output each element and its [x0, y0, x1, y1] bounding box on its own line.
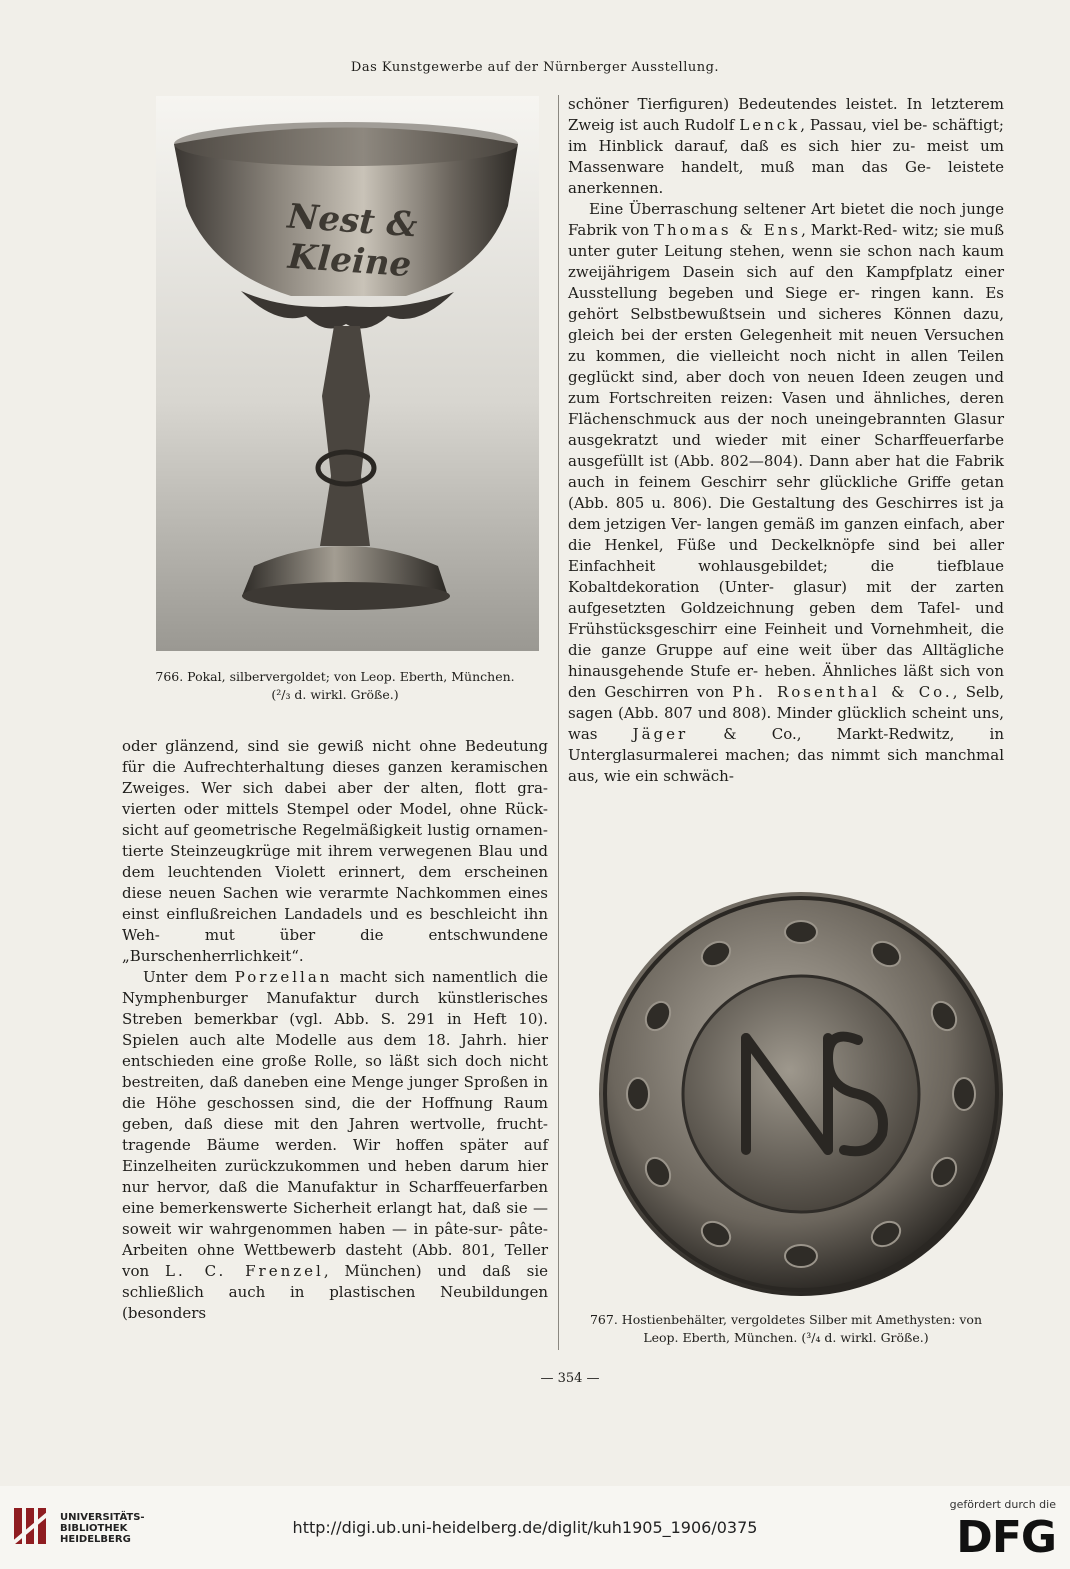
right-text-column [568, 94, 1004, 787]
spaced-name-lenck: Lenck [739, 116, 801, 134]
figure-767-caption [568, 1311, 1004, 1347]
library-name-line: UNIVERSITÄTS- [60, 1512, 145, 1523]
text-run: macht sich namentlich die Nymphenburger Manufaktur durch künstlerisches Streben bemerkbar (vgl. Abb. S. 291 in Heft 10). Spielen auch alte Modelle aus dem 18. Jahrh. hier entschieden eine große Rolle, so läßt sich doch nicht bestreiten, daß daneben eine Menge junger Sproßen in die Höhe geschossen sind, die der Hoffnung Raum geben, daß diese mit den Jahren wertvolle, frucht- tragende Bäume werden. Wir hoffen später auf Einzelheiten zurückzukommen und heben darum hier nur hervor, daß die Manufaktur in Scharffeuerfarben eine bemerkenswerte Sicherheit erlangt hat, daß sie — soweit wir wahrgenommen haben — in pâte-sur- pâte-Arbeiten ohne Wettbewerb dasteht (Abb. 801, Teller von [122, 968, 548, 1280]
page-number: — 354 — [540, 1371, 600, 1386]
text-run: , Markt-Red- witz; sie muß unter guter Leitung stehen, wenn sie schon nach kaum zweijährigem Dasein sich auf den Kampfplatz einer Ausstellung begeben und Siege er- ringen kann. Es gehört Selbstbewußtsein und sicheres Können dazu, gleich bei der ersten Gelegenheit mit neuen Versuchen zu kommen, die vielleicht noch nicht in allen Teilen geglückt sind, aber doch von neuen Ideen zeugen und zum Fortschreiten reizen: Vasen und ähnliches, deren Flächenschmuck aus der noch uneingebrannten Glasur ausgekratzt und wieder mit einer Scharffeuerfarbe ausgefüllt ist (Abb. 802—804). Dann aber hat die Fabrik auch in feinem Geschirr sehr glückliche Griffe getan (Abb. 805 u. 806). Die Gestaltung des Geschirres ist ja dem jetzigen Ver- langen gemäß im ganzen einfach, aber die Henkel, Füße und Deckelknöpfe sind bei aller Einfachheit wohlausgebildet; die tiefblaue Kobaltdekoration (Unter- glasur) mit der zarten aufgesetzten Goldzeichnung geben dem Tafel- und Frühstücksgeschirr eine Feinheit und Vornehmheit, die die ganze Gruppe auf eine weit über das Alltägliche hinausgehende Stufe er- heben. Ähnliches läßt sich von den Geschirren von [568, 221, 1004, 701]
column-rule [558, 95, 559, 1350]
paragraph [122, 967, 548, 1324]
library-name-line: BIBLIOTHEK [60, 1523, 128, 1534]
left-text-column [122, 736, 548, 1324]
caption-line: 767. Hostienbehälter, vergoldetes Silber mit Amethysten: von [589, 1312, 983, 1327]
spaced-name-rosenthal: Ph. Rosenthal & Co. [732, 683, 953, 701]
spaced-name-jaeger: Jäger [632, 725, 689, 743]
spaced-term-porzellan: Porzellan [234, 968, 333, 986]
caption-line: 766. Pokal, silbervergoldet; von Leop. Eberth, München. [155, 669, 515, 684]
paragraph: oder glänzend, sind sie gewiß nicht ohne Bedeutung für die Aufrechterhaltung dieses ganzen keramischen Zweiges. Wer sich dabei aber der alten, flott gra- vierten oder mittels Stempel oder Model, ohne Rück- sicht auf geometrische Regelmäßigkeit lustig ornamen- tierte Steinzeugkrüge mit ihrem verwegenen Blau und dem leuchtenden Violett erinnert, dem erscheinen diese neuen Sachen wie verarmte Nachkommen eines einst einflußreichen Landadels und es beschleicht ihn Weh- mut über die entschwundene „Burschenherrlichkeit“. [122, 737, 548, 965]
paragraph [568, 199, 1004, 787]
permalink-url[interactable]: http://digi.ub.uni-heidelberg.de/diglit/kuh1905_1906/0375 [292, 1518, 758, 1537]
university-library-logo-icon [12, 1504, 52, 1548]
text-run: , München) und daß sie schließlich auch in plastischen Neubildungen (besonders [122, 1262, 548, 1322]
caption-line: Leop. Eberth, München. (³/₄ d. wirkl. Größe.) [643, 1330, 929, 1345]
text-run: , Passau, viel be- schäftigt; im Hinblick darauf, daß es sich hier zu- meist um Massenware handelt, muß man das Ge- leistete anerkennen. [568, 116, 1004, 197]
funding-note: gefördert durch die [949, 1498, 1056, 1511]
library-name-line: HEIDELBERG [60, 1534, 131, 1545]
text-run: & Co., Markt-Redwitz, in Unterglasurmalerei machen; das nimmt sich manchmal aus, wie ein schwäch- [568, 725, 1004, 785]
goblet-illustration [156, 96, 539, 651]
text-run: , Selb, sagen (Abb. 807 und 808). Minder glücklich scheint uns, was [568, 683, 1005, 743]
running-head: Das Kunstgewerbe auf der Nürnberger Ausstellung. [350, 60, 720, 75]
digitization-footer [0, 1486, 1070, 1569]
spaced-name-frenzel: L. C. Frenzel [165, 1262, 324, 1280]
goblet-inscription: Nest & Kleine [286, 196, 419, 286]
text-run: Eine Überraschung seltener Art bietet die noch junge Fabrik von [568, 200, 1004, 239]
spaced-name-thomas-ens: Thomas & Ens [654, 221, 802, 239]
figure-766-caption [122, 668, 548, 704]
text-run: Unter dem [143, 968, 235, 986]
host-container-photo [596, 888, 1006, 1300]
library-name [60, 1512, 145, 1545]
goblet-photo [156, 96, 539, 651]
dfg-logo: DFG [956, 1512, 1056, 1563]
caption-line: (²/₃ d. wirkl. Größe.) [271, 687, 399, 702]
plate-illustration [596, 888, 1006, 1300]
paragraph [568, 94, 1004, 199]
text-run: schöner Tierfiguren) Bedeutendes leistet. In letzterem Zweig ist auch Rudolf [568, 95, 1004, 134]
